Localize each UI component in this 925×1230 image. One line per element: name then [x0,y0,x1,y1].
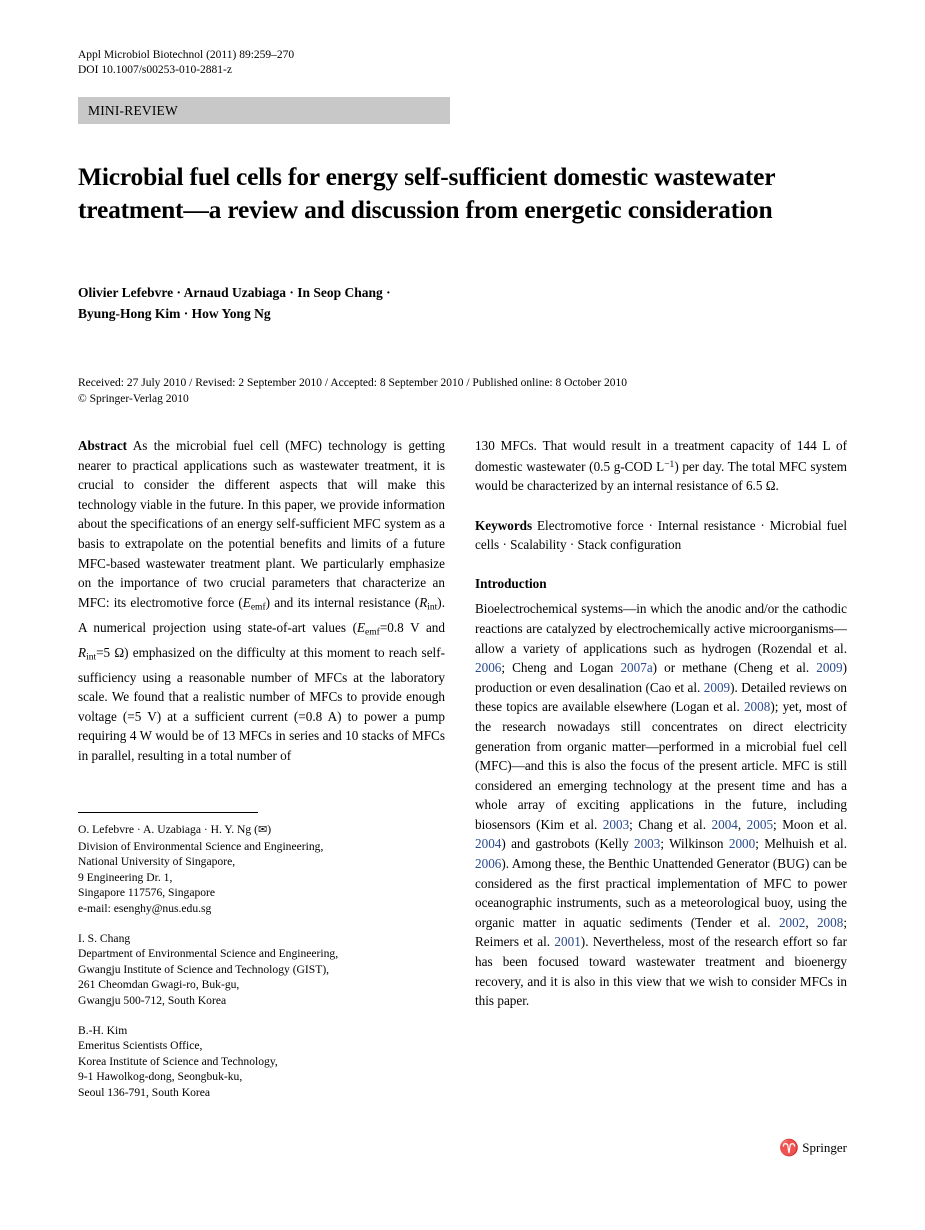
body-text: ) and gastrobots (Kelly [501,836,634,852]
citation-link[interactable]: 2007a [620,660,653,676]
affiliation-line: I. S. Chang [78,931,131,945]
keywords-block [475,516,847,555]
article-type-label: MINI-REVIEW [88,103,178,118]
affiliation-line: e-mail: esenghy@nus.edu.sg [78,901,212,915]
affiliation-line: Division of Environmental Science and Engineering, [78,839,324,853]
author-list [78,282,778,324]
affiliation-line: Singapore 117576, Singapore [78,886,216,900]
abstract-paragraph [78,436,445,766]
citation-link[interactable]: 2001 [554,934,581,950]
citation-link[interactable]: 2003 [633,836,661,852]
introduction-paragraph [475,599,847,1010]
affiliation-1-paren: ) [267,823,272,836]
emf-symbol: E [242,594,251,610]
body-text: , [805,914,817,930]
citation-link[interactable]: 2004 [475,836,502,852]
affiliation-line: Emeritus Scientists Office, [78,1039,203,1053]
citation-link[interactable]: 2009 [816,660,843,676]
envelope-icon: ✉ [257,824,268,836]
affiliation-line: 9-1 Hawolkog-dong, Seongbuk-ku, [78,1070,243,1084]
citation-link[interactable]: 2009 [703,679,731,695]
dates-line: Received: 27 July 2010 / Revised: 2 September 2010 / Accepted: 8 September 2010 / Published online: 8 October 2010 [78,377,628,389]
body-text: ; Cheng and Logan [501,660,621,676]
author-line-1: Olivier Lefebvre · Arnaud Uzabiaga · In Seop Chang · [78,285,391,300]
citation-link[interactable]: 2005 [746,816,774,832]
affiliation-line: National University of Singapore, [78,855,236,869]
body-text: ). Among these, the Benthic Unattended Generator (BUG) can be considered as the first practical implementation of MFC to power oceanographic instruments, such as a meteorological buoy, using the organic matter in aquatic sediments (Tender et al. [475,856,847,930]
abstract-text-3: ). A numerical projection using state-of-art values ( [78,594,445,635]
affiliation-1-address [78,840,323,915]
body-text: ). Detailed reviews on these topics are available elsewhere (Logan et al. [475,679,848,715]
affiliation-block-3 [78,1023,448,1101]
body-text: , [737,816,747,832]
column-left [78,436,445,766]
section-heading-introduction: Introduction [475,575,547,591]
affiliation-line: Korea Institute of Science and Technology, [78,1054,278,1068]
abstract-label: Abstract [78,438,128,453]
body-text: ; Wilkinson [660,836,729,852]
page-title: Microbial fuel cells for energy self-sufficient domestic wastewater treatment—a review and discussion from energetic consideration [78,162,775,224]
body-text: ; Melhuish et al. [755,836,847,852]
emf-symbol-2: E [356,619,366,635]
publisher-logo [779,1138,847,1158]
affiliation-line: Gwangju Institute of Science and Technology (GIST), [78,962,330,976]
author-line-2: Byung-Hong Kim · How Yong Ng [78,306,271,321]
rint-subscript-2: int [86,652,97,663]
abstract-text-2: ) and its internal resistance ( [265,594,420,610]
journal-header [78,48,294,78]
citation-link[interactable]: 2003 [602,816,630,832]
rint-symbol: R [419,594,428,610]
body-text: Bioelectrochemical systems—in which the anodic and/or the cathodic reactions are catalyzed by electrochemically active microorganisms—allow a variety of applications such as hydrogen (Rozendal et al. [475,601,847,656]
citation-link[interactable]: 2002 [778,914,806,930]
affiliation-line: Department of Environmental Science and Engineering, [78,947,339,961]
affiliation-line: B.-H. Kim [78,1023,128,1037]
article-type-band [78,97,450,124]
affiliation-block-2 [78,931,448,1009]
emf-subscript: emf [250,602,266,613]
affiliation-1-names: O. Lefebvre · A. Uzabiaga · H. Y. Ng ( [78,823,258,836]
body-text: ); yet, most of the research nowadays still concentrates on direct electricity generation from organic matter—performed in a microbial fuel cell (MFC)—and this is also the focus of the present article. MFC is still considered an emerging technology at the present time and has a whole array of exciting applications in the future, including biosensors (Kim et al. [475,699,847,832]
emf-subscript-2: emf [365,627,380,638]
body-text: ; Moon et al. [773,816,847,832]
abstract-text-1: As the microbial fuel cell (MFC) technology is getting nearer to practical applications such as wastewater treatment, it is crucial to consider the different aspects that will make this technology viable in the future. In this paper, we provide information about the specifications of an energy self-sufficient MFC system as a basis to extrapolate on the potential benefits and limits of a future MFC-based wastewater treatment plant. We particularly emphasize on the importance of two crucial parameters that characterize an MFC: its electromotive force ( [78,438,445,610]
keywords-label: Keywords [475,517,533,533]
abstract-cont-text-2: ) per day. The total MFC system would be characterized by an internal resistance of 6.5 Ω. [475,458,847,493]
rint-subscript: int [427,602,438,613]
rint-symbol-2: R [78,644,87,660]
citation-link[interactable]: 2004 [711,816,738,832]
body-text: ; Chang et al. [629,816,712,832]
citation-link[interactable]: 2006 [475,660,502,676]
springer-mark-icon: ♈ [779,1140,800,1157]
citation-link[interactable]: 2008 [816,914,844,930]
publication-dates [78,375,838,407]
journal-doi: DOI 10.1007/s00253-010-2881-z [78,64,232,76]
abstract-continuation [475,436,847,496]
affiliation-line: 261 Cheomdan Gwagi-ro, Buk-gu, [78,978,240,992]
affiliation-block-1 [78,822,448,917]
publisher-name: Springer [802,1140,847,1155]
affiliation-line: Gwangju 500-712, South Korea [78,993,227,1007]
copyright-line: © Springer-Verlag 2010 [78,393,189,405]
citation-link[interactable]: 2008 [743,699,771,715]
column-right [475,436,847,1011]
citation-link[interactable]: 2006 [475,856,502,872]
footnote-divider [78,812,258,813]
body-text: ). Nevertheless, most of the research effort so far has been focused toward wastewater treatment and bioenergy recovery, and it is also in this view that we wish to consider MFCs in this paper. [475,934,847,1009]
body-text: ) or methane (Cheng et al. [652,660,817,676]
keywords-text: Electromotive force · Internal resistance · Microbial fuel cells · Scalability · Stack configuration [475,517,847,553]
author-affiliations [78,822,448,1115]
cod-exponent: −1 [664,459,675,470]
affiliation-line: Seoul 136-791, South Korea [78,1085,211,1099]
journal-citation: Appl Microbiol Biotechnol (2011) 89:259–270 [78,49,295,61]
body-text: ; Reimers et al. [475,914,847,950]
affiliation-line: 9 Engineering Dr. 1, [78,870,173,884]
abstract-text-4: =0.8 V and [379,619,445,635]
citation-link[interactable]: 2000 [728,836,756,852]
body-text: ) production or even desalination (Cao et al. [475,660,847,695]
abstract-cont-text-1: 130 MFCs. That would result in a treatment capacity of 144 L of domestic wastewater (0.5 g-COD L [475,438,847,474]
abstract-text-5: =5 Ω) emphasized on the difficulty at this moment to reach self-sufficiency using a reasonable number of MFCs at the laboratory scale. We found that a realistic number of MFCs to provide enough voltage (=5 V) at a sufficient current (=0.8 A) to power a pump requiring 4 W would be of 13 MFCs in series and 10 stacks of MFCs in parallel, resulting in a total number of [78,644,445,764]
